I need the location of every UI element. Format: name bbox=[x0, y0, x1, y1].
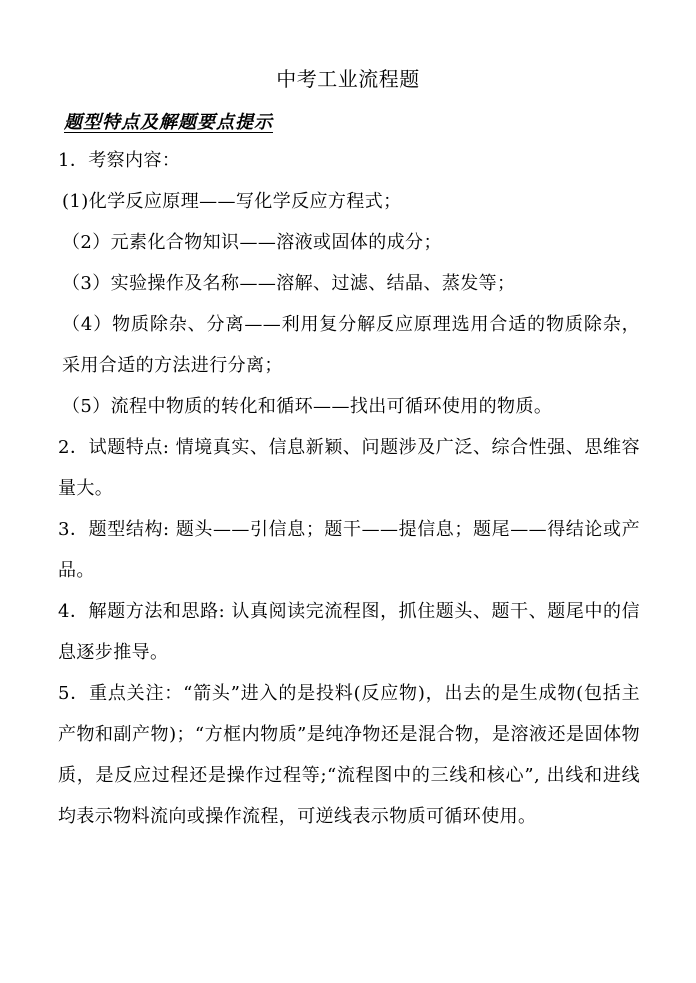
paragraph-item-5: （5）流程中物质的转化和循环——找出可循环使用的物质。 bbox=[62, 396, 553, 417]
paragraph-item-2: （2）元素化合物知识——溶液或固体的成分； bbox=[62, 232, 442, 253]
paragraph-item-4: （4）物质除杂、分离——利用复分解反应原理选用合适的物质除杂，采用合适的方法进行分离； bbox=[62, 314, 640, 376]
section-subtitle: 题型特点及解题要点提示 bbox=[64, 112, 273, 133]
document-body bbox=[58, 140, 640, 837]
paragraph-item-3: （3）实验操作及名称——溶解、过滤、结晶、蒸发等； bbox=[62, 273, 516, 294]
paragraph-5: 5．重点关注：“箭头”进入的是投料(反应物)，出去的是生成物(包括主产物和副产物)；“方框内物质”是纯净物还是混合物，是溶液还是固体物质，是反应过程还是操作过程等;“流程图中的三线和核心”, 出线和进线均表示物料流向或操作流程，可逆线表示物质可循环使用。 bbox=[58, 683, 640, 827]
paragraph-1-heading: 1．考察内容： bbox=[58, 150, 181, 171]
paragraph-3: 3．题型结构: 题头——引信息；题干——提信息；题尾——得结论或产品。 bbox=[58, 519, 640, 581]
paragraph-4: 4．解题方法和思路: 认真阅读完流程图，抓住题头、题干、题尾中的信息逐步推导。 bbox=[58, 601, 640, 663]
paragraph-2: 2．试题特点: 情境真实、信息新颖、问题涉及广泛、综合性强、思维容量大。 bbox=[58, 437, 640, 499]
page-title: 中考工业流程题 bbox=[276, 67, 420, 91]
paragraph-item-1: (1)化学反应原理——写化学反应方程式； bbox=[62, 191, 402, 212]
